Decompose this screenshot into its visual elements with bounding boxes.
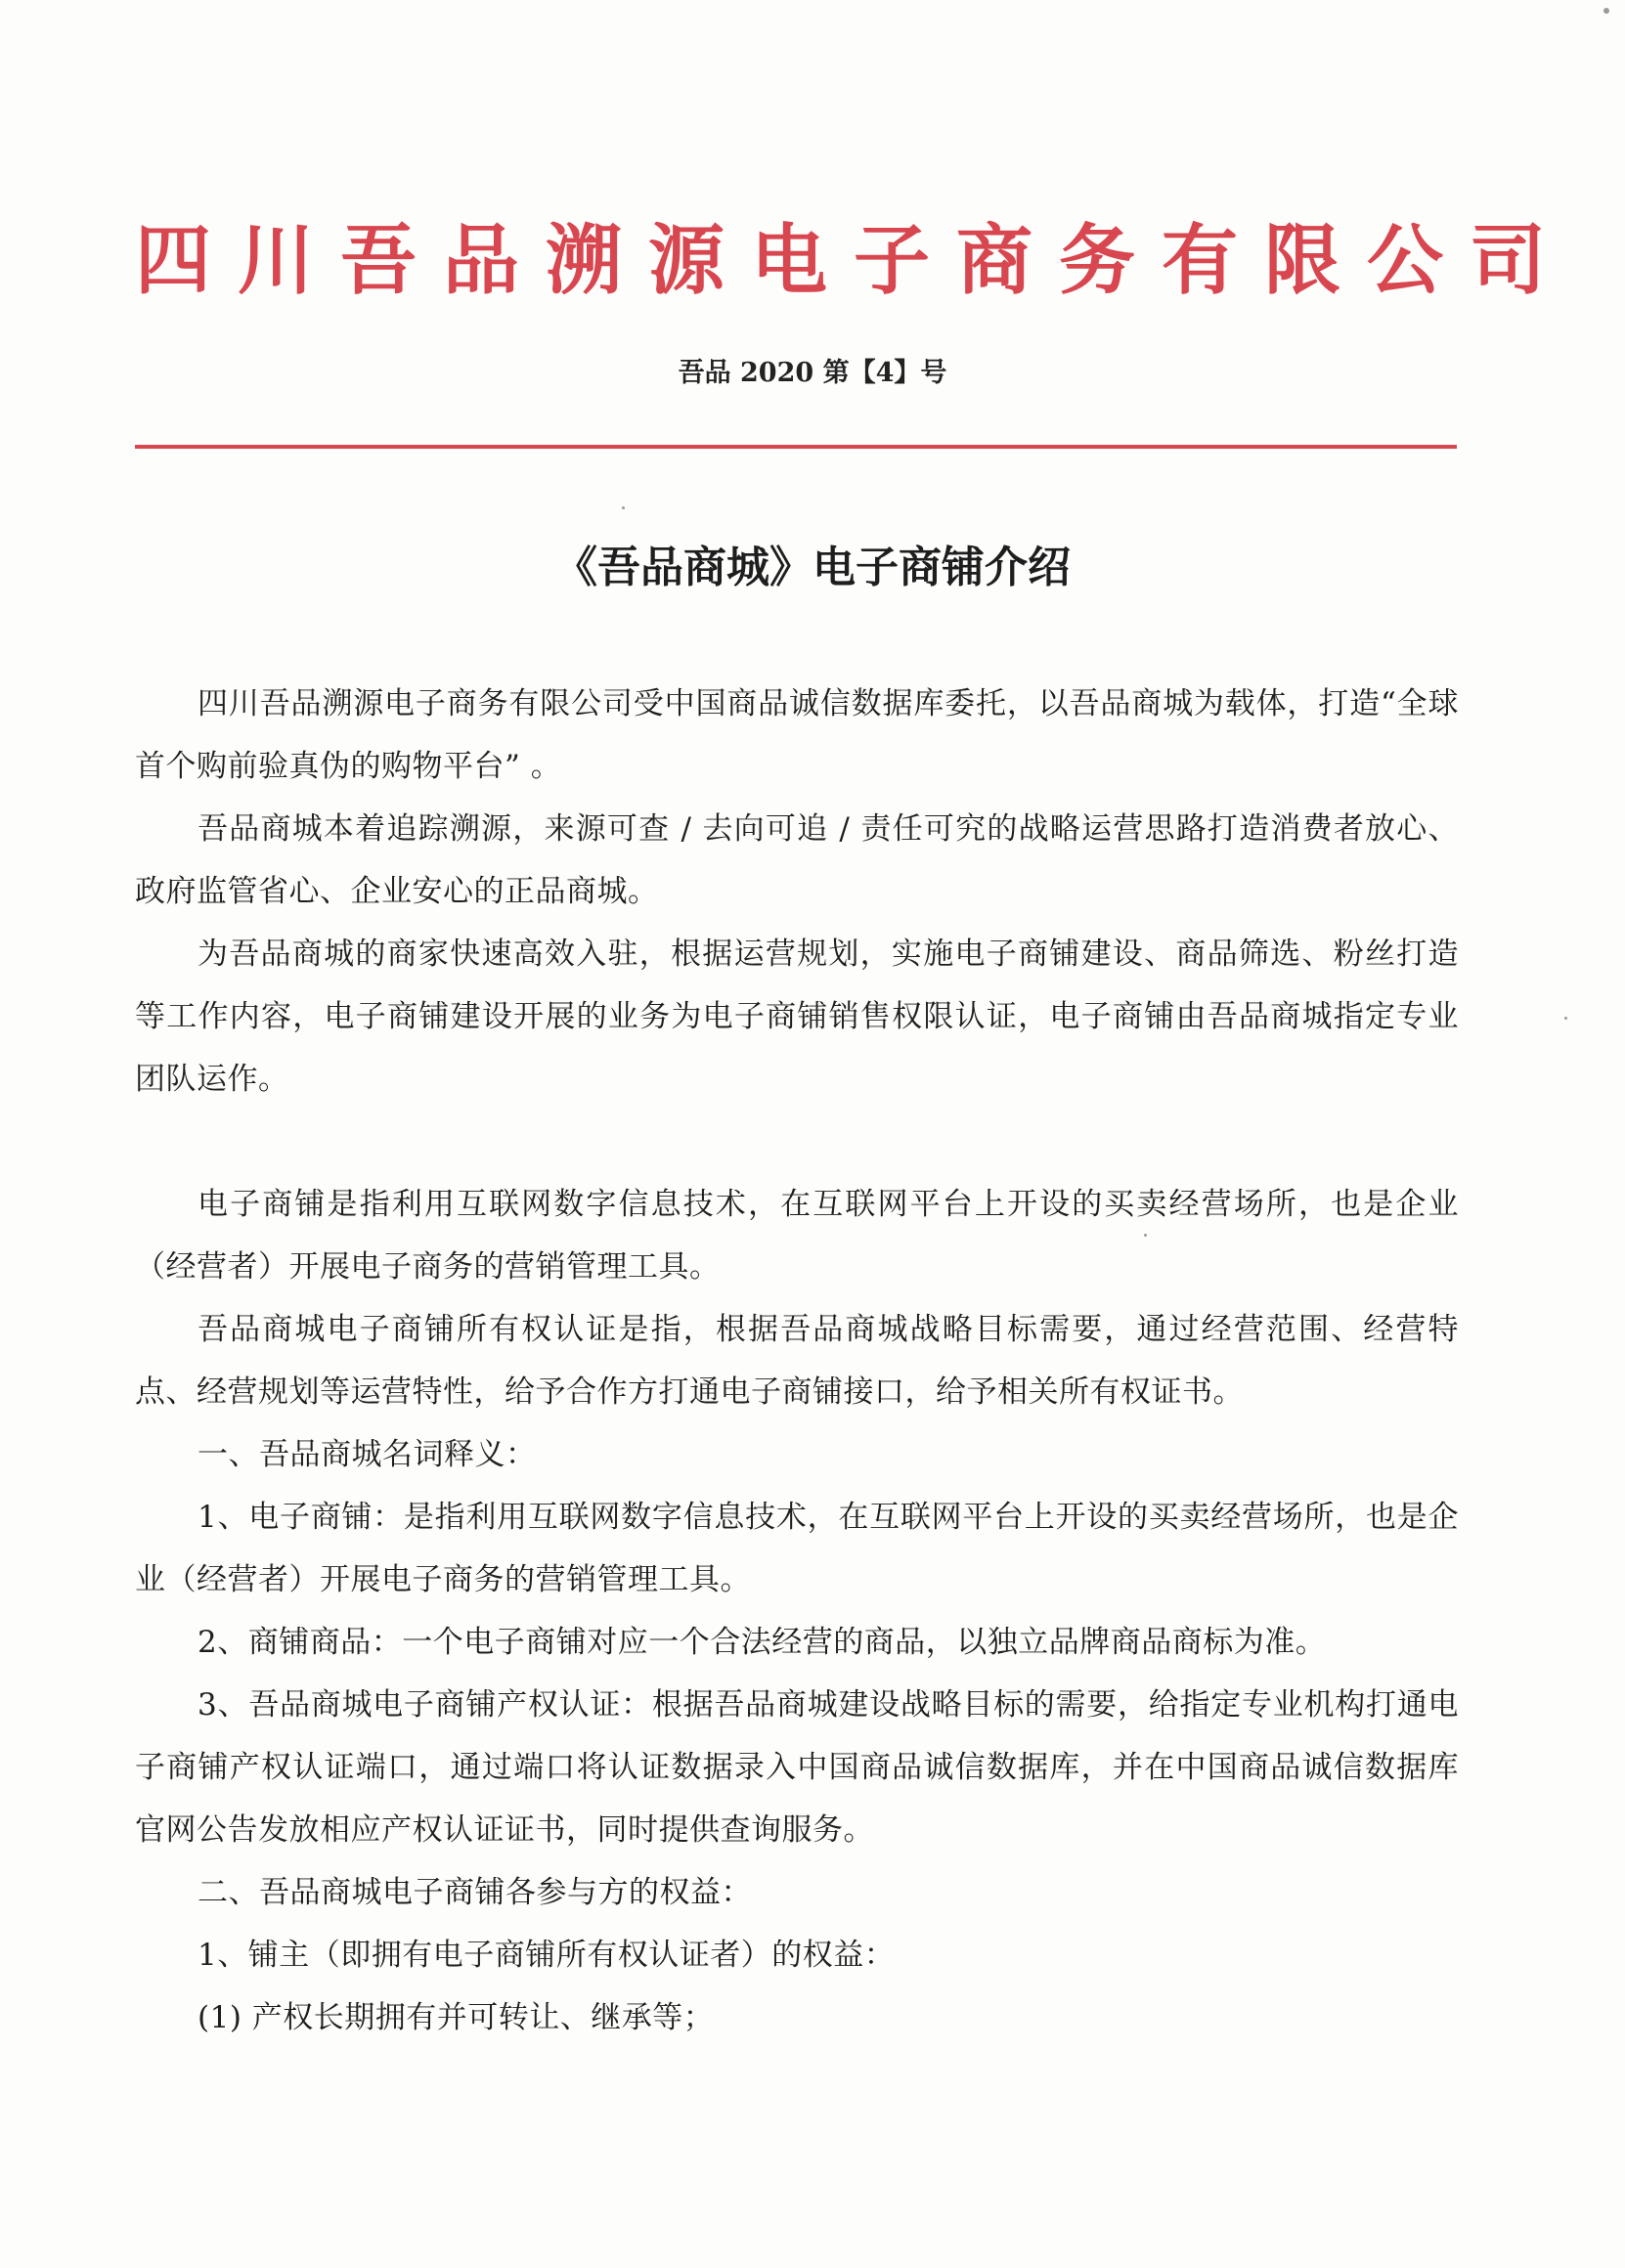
paragraph: 3、吾品商城电子商铺产权认证：根据吾品商城建设战略目标的需要，给指定专业机构打通电子商铺产权认证端口，通过端口将认证数据录入中国商品诚信数据库，并在中国商品诚信数据库官网公告发放相应产权认证证书，同时提供查询服务。 — [135, 1687, 1459, 1848]
scan-speck — [1603, 8, 1609, 14]
paragraph: (1) 产权长期拥有并可转让、继承等； — [198, 2000, 715, 2035]
document-title: 《吾品商城》电子商铺介绍 — [554, 543, 1071, 592]
paragraph: 吾品商城本着追踪溯源，来源可查 / 去向可追 / 责任可究的战略运营思路打造消费者放心、政府监管省心、企业安心的正品商城。 — [135, 811, 1459, 909]
paragraph: 1、铺主（即拥有电子商铺所有权认证者）的权益： — [198, 1938, 896, 1973]
document-body — [135, 673, 1459, 2049]
scan-speck — [622, 506, 625, 509]
paragraph: 2、商铺商品：一个电子商铺对应一个合法经营的商品，以独立品牌商品商标为准。 — [198, 1625, 1327, 1660]
paragraph: 电子商铺是指利用互联网数字信息技术，在互联网平台上开设的买卖经营场所，也是企业（经营者）开展电子商务的营销管理工具。 — [135, 1187, 1459, 1285]
paragraph: 1、电子商铺：是指利用互联网数字信息技术，在互联网平台上开设的买卖经营场所，也是企业（经营者）开展电子商务的营销管理工具。 — [135, 1500, 1459, 1597]
letterhead-company-name: 四川吾品溯源电子商务有限公司 — [135, 217, 1573, 305]
letterhead-divider — [135, 445, 1457, 449]
section-heading: 一、吾品商城名词释义： — [198, 1437, 537, 1472]
scan-speck — [1144, 1234, 1147, 1237]
scan-speck — [1564, 1017, 1567, 1020]
section-heading: 二、吾品商城电子商铺各参与方的权益： — [198, 1875, 752, 1910]
paragraph: 为吾品商城的商家快速高效入驻，根据运营规划，实施电子商铺建设、商品筛选、粉丝打造等工作内容，电子商铺建设开展的业务为电子商铺销售权限认证，电子商铺由吾品商城指定专业团队运作。 — [135, 937, 1459, 1097]
paragraph: 吾品商城电子商铺所有权认证是指，根据吾品商城战略目标需要，通过经营范围、经营特点、经营规划等运营特性，给予合作方打通电子商铺接口，给予相关所有权证书。 — [135, 1312, 1459, 1410]
paragraph: 四川吾品溯源电子商务有限公司受中国商品诚信数据库委托，以吾品商城为载体，打造“全球首个购前验真伪的购物平台” 。 — [135, 686, 1459, 784]
document-number: 吾品 2020 第【4】号 — [678, 358, 947, 388]
